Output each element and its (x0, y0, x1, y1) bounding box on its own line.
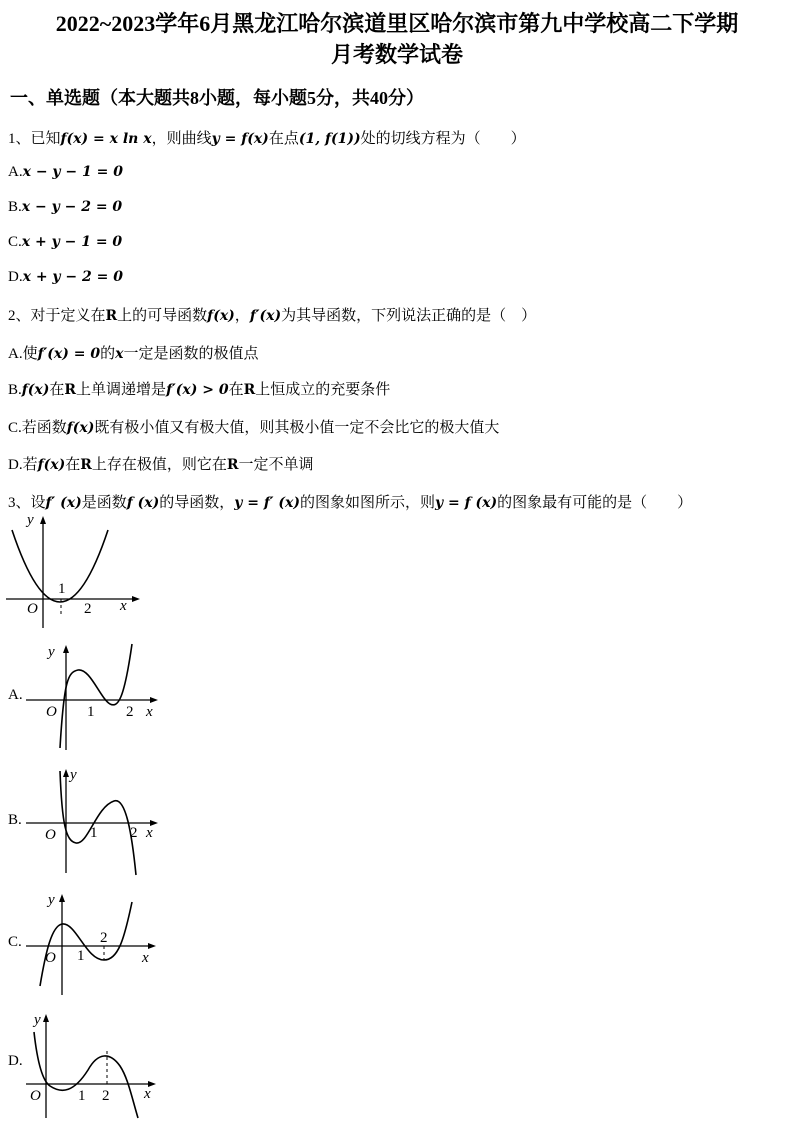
q2-option-b[interactable]: B.f(x)在R上单调递增是f′(x) > 0在R上恒成立的充要条件 (8, 382, 391, 398)
svg-text:2: 2 (84, 601, 92, 617)
svg-text:x: x (146, 825, 153, 841)
svg-text:y: y (70, 767, 77, 783)
exam-title-line1: 2022~2023学年6月黑龙江哈尔滨道里区哈尔滨市第九中学校高二下学期 (55, 11, 739, 36)
q1-option-d[interactable]: D.x + y − 2 = 0 (8, 269, 123, 285)
q3-option-c[interactable]: C. (8, 934, 22, 950)
math-fx-def: f(x) = x ln x (60, 131, 152, 147)
svg-text:y: y (27, 512, 34, 528)
graph-option-a[interactable] (20, 640, 170, 755)
derivative-graph (0, 510, 150, 630)
svg-text:O: O (45, 950, 56, 966)
svg-text:1: 1 (90, 825, 98, 841)
math-point: (1, f(1)) (298, 131, 361, 147)
exam-title-line2: 月考数学试卷 (330, 42, 463, 67)
question-1: 1、已知f(x) = x ln x，则曲线y = f(x)在点(1, f(1))处的切线方程为（ ） (8, 131, 526, 147)
q3-option-a[interactable]: A. (8, 687, 23, 703)
svg-text:1: 1 (87, 704, 95, 720)
svg-text:O: O (30, 1088, 41, 1104)
q2-option-d[interactable]: D.若f(x)在R上存在极值，则它在R一定不单调 (8, 457, 314, 473)
svg-text:1: 1 (58, 581, 66, 597)
svg-text:x: x (120, 598, 127, 614)
section-heading: 一、单选题（本大题共8小题，每小题5分，共40分） (10, 88, 424, 108)
svg-text:O: O (27, 601, 38, 617)
q3-option-b[interactable]: B. (8, 812, 22, 828)
graph-option-d[interactable] (20, 1008, 170, 1120)
q1-option-c[interactable]: C.x + y − 1 = 0 (8, 234, 123, 250)
q1-option-a[interactable]: A.x − y − 1 = 0 (8, 164, 123, 180)
question-3: 3、设f′ (x)是函数f (x)的导函数，y = f′ (x)的图象如图所示，则y = f (x)的图象最有可能的是（ ） (8, 495, 693, 511)
svg-text:x: x (142, 950, 149, 966)
svg-text:O: O (45, 827, 56, 843)
svg-text:1: 1 (77, 948, 85, 964)
question-2: 2、对于定义在R上的可导函数f(x)，f′(x)为其导函数，下列说法正确的是（ ） (8, 308, 537, 324)
q2-option-c[interactable]: C.若函数f(x)既有极小值又有极大值，则其极小值一定不会比它的极大值大 (8, 420, 500, 436)
q1-option-b[interactable]: B.x − y − 2 = 0 (8, 199, 123, 215)
svg-text:y: y (48, 644, 55, 660)
svg-text:O: O (46, 704, 57, 720)
svg-text:y: y (34, 1012, 41, 1028)
svg-text:x: x (146, 704, 153, 720)
graph-option-b[interactable] (20, 765, 170, 880)
svg-text:2: 2 (126, 704, 134, 720)
svg-text:2: 2 (100, 930, 108, 946)
svg-text:y: y (48, 892, 55, 908)
svg-text:2: 2 (102, 1088, 110, 1104)
math-curve: y = f(x) (211, 131, 269, 147)
q2-option-a[interactable]: A.使f′(x) = 0的x一定是函数的极值点 (8, 346, 259, 362)
svg-text:2: 2 (130, 825, 138, 841)
q3-option-d[interactable]: D. (8, 1053, 23, 1069)
graph-option-c[interactable] (20, 890, 170, 1000)
svg-text:1: 1 (78, 1088, 86, 1104)
svg-text:x: x (144, 1086, 151, 1102)
